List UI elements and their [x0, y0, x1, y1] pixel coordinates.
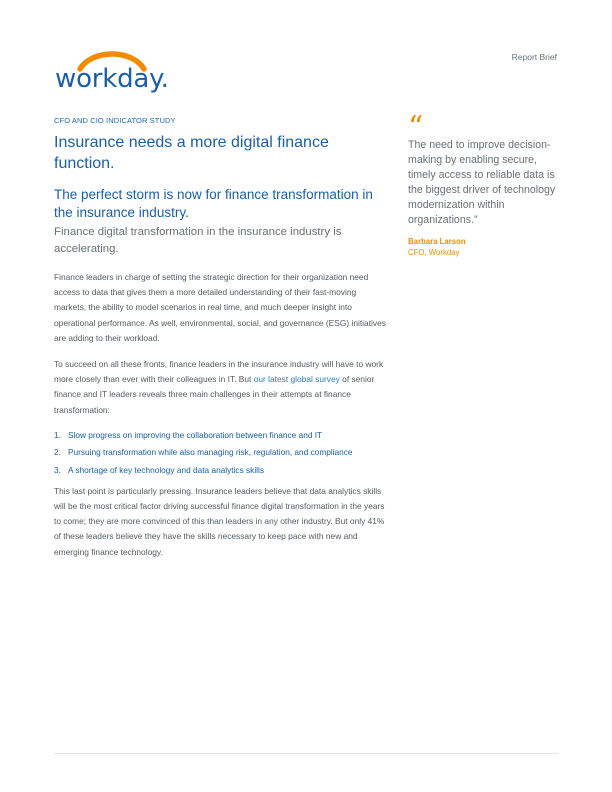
quote-author: Barbara Larson — [408, 237, 466, 246]
list-item-text: Pursuing transformation while also managing risk, regulation, and compliance — [68, 447, 353, 458]
footer-divider — [54, 753, 558, 754]
challenges-list — [54, 430, 390, 476]
list-item-number: 1. — [54, 429, 61, 440]
body-paragraph-2 — [54, 357, 390, 418]
body-paragraph-3: This last point is particularly pressing. Insurance leaders believe that data analytics skills will be the most critical factor driving successful finance digital transformation in the years to come; they are more convinced of this than leaders in any other industry. But only 41% of these leaders believe they have the skills necessary to keep pace with new and emerging finance technology. — [54, 485, 385, 557]
quote-mark-icon: “ — [408, 110, 424, 145]
quote-author-title: CFO, Workday — [408, 248, 460, 257]
eyebrow-label: CFO AND CIO INDICATOR STUDY — [54, 116, 176, 125]
section-subtitle: The perfect storm is now for finance transformation in the insurance industry. — [54, 187, 373, 220]
list-item — [54, 465, 390, 476]
body-paragraph-1: Finance leaders in charge of setting the strategic direction for their organization need access to data that gives them a more detailed understanding of their fast-moving markets, the ability to model scenarios in real time, and much deeper insight into operational performance. As well, environmental, social, and governance (ESG) initiatives are adding to their workload. — [54, 272, 386, 343]
lead-paragraph: Finance digital transformation in the insurance industry is accelerating. — [54, 226, 342, 255]
list-item-number: 3. — [54, 464, 61, 475]
list-item — [54, 430, 390, 441]
paragraph-2-text-after: of senior finance and IT leaders reveals three main challenges in their attempts at finance transformation: — [54, 374, 375, 415]
list-item-text: A shortage of key technology and data analytics skills — [68, 464, 265, 475]
page-title: Insurance needs a more digital finance function. — [54, 134, 329, 172]
quote-text: The need to improve decision-making by enabling secure, timely access to reliable data is the biggest driver of technology modernization within organizations.” — [408, 139, 556, 226]
workday-logo — [55, 48, 169, 94]
document-type-label: Report Brief — [511, 52, 557, 62]
list-item-text: Slow progress on improving the collaboration between finance and IT — [68, 429, 323, 440]
global-survey-link[interactable]: our latest global survey — [253, 374, 340, 385]
list-item — [54, 447, 390, 458]
main-column — [54, 116, 390, 560]
logo-wordmark: workday. — [55, 64, 169, 94]
paragraph-2-text-before: To succeed on all these fronts, finance leaders in the insurance industry will have to work more closely than ever with their colleagues in IT. But — [54, 359, 384, 385]
list-item-number: 2. — [54, 447, 61, 458]
pull-quote — [408, 110, 558, 257]
